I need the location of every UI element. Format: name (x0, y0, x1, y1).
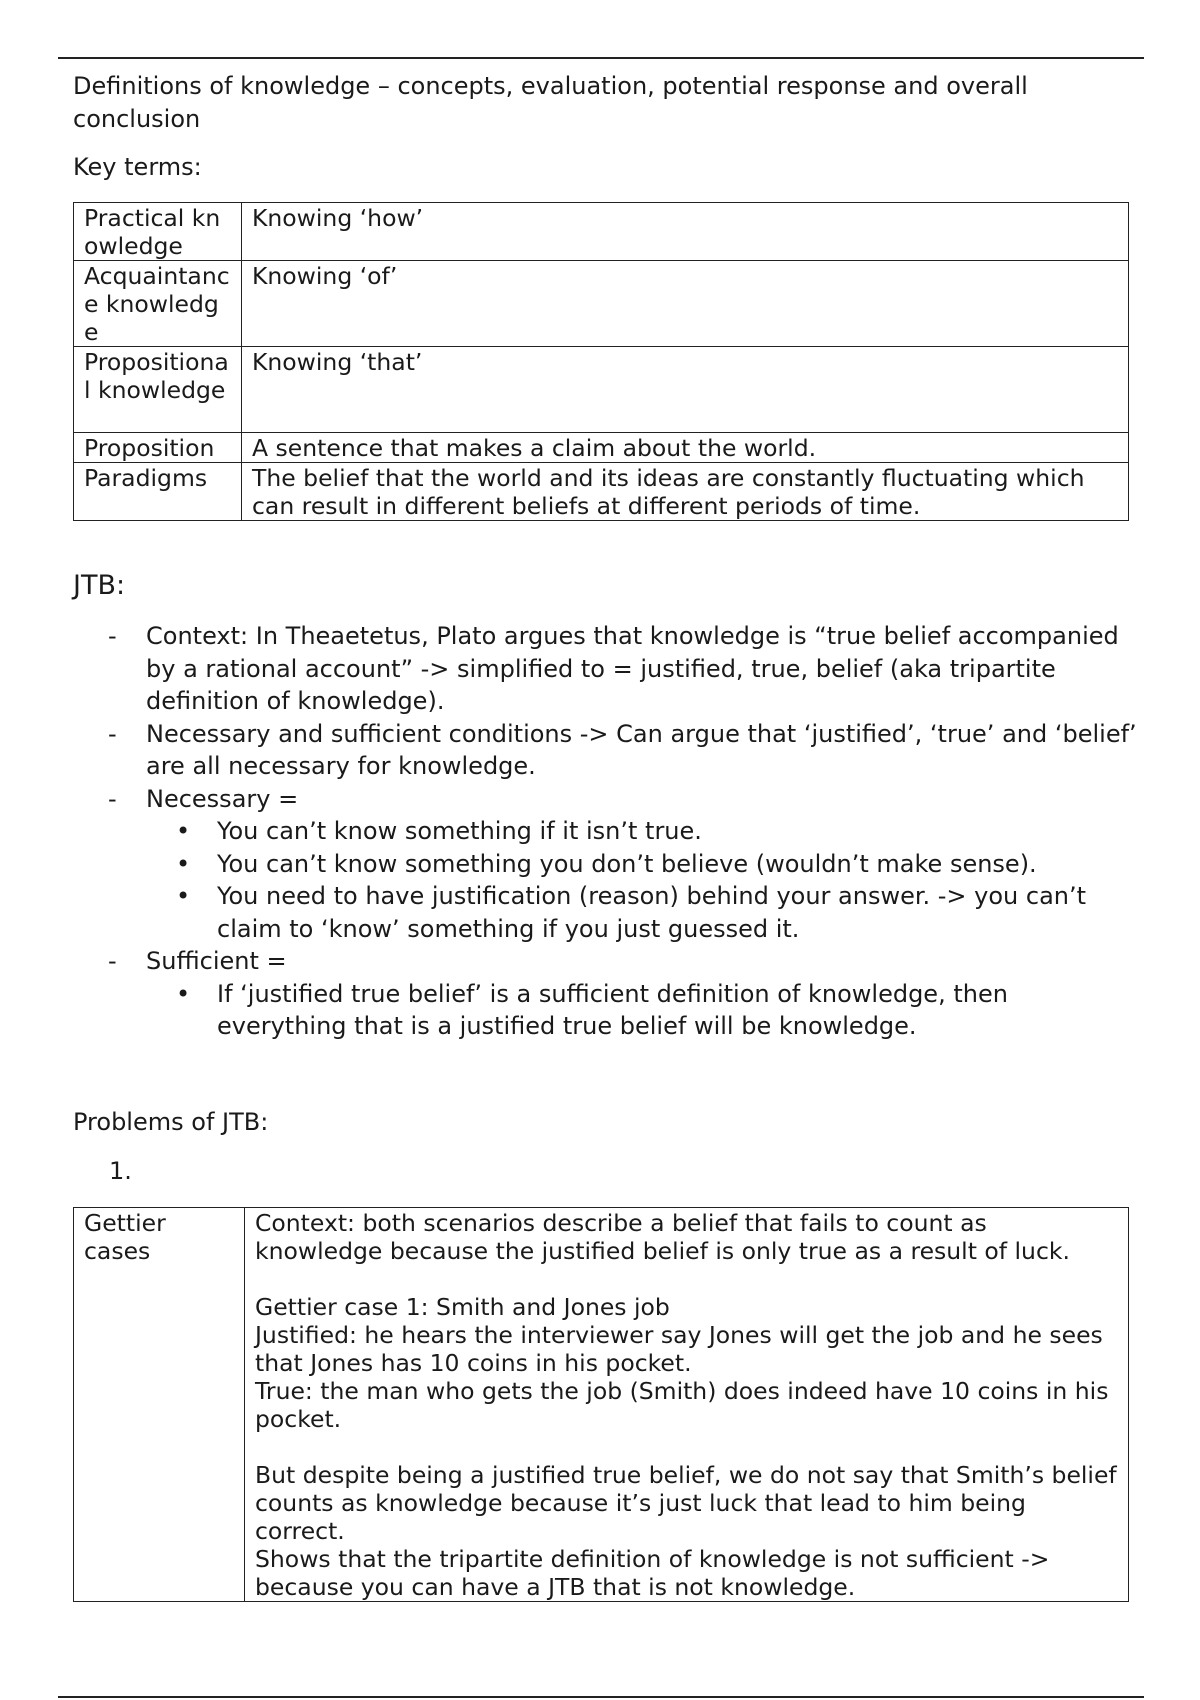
gettier-table (73, 1207, 1129, 1602)
bullet-marker: • (176, 979, 191, 1008)
list-item (100, 880, 1145, 945)
table-row (74, 463, 1129, 521)
bullet-text: If ‘justified true belief’ is a sufficient definition of knowledge, then everything that is a justified true belief will be knowledge. (217, 979, 1008, 1040)
sufficient-points (100, 978, 1145, 1043)
jtb-heading: JTB: (73, 570, 126, 601)
bullet-marker: • (176, 849, 191, 878)
bullet-text: You can’t know something you don’t believe (wouldn’t make sense). (217, 849, 1037, 878)
gettier-justified: Justified: he hears the interviewer say Jones will get the job and he sees that Jones has 10 coins in his pocket. (255, 1321, 1103, 1377)
gettier-true: True: the man who gets the job (Smith) does indeed have 10 coins in his pocket. (255, 1377, 1109, 1433)
definition-cell: A sentence that makes a claim about the world. (242, 433, 1129, 463)
paragraph-gap (255, 1265, 1119, 1293)
dash-marker: - (108, 784, 117, 813)
jtb-conditions: Necessary and sufficient conditions -> Can argue that ‘justified’, ‘true’ and ‘belief’ are all necessary for knowledge. (146, 719, 1137, 780)
definition-cell (245, 1208, 1129, 1602)
necessary-points (100, 815, 1145, 945)
key-terms-table (73, 202, 1129, 521)
gettier-case-title: Gettier case 1: Smith and Jones job (255, 1293, 670, 1321)
list-number: 1. (109, 1157, 132, 1185)
table-row (74, 347, 1129, 433)
term-cell: Paradigms (74, 463, 242, 521)
bullet-marker: • (176, 817, 191, 845)
list-item (100, 848, 1145, 881)
problems-heading: Problems of JTB: (73, 1108, 269, 1136)
dash-marker: - (108, 719, 117, 748)
dash-marker: - (108, 622, 117, 650)
gettier-context: Context: both scenarios describe a belief that fails to count as knowledge because the justified belief is only true as a result of luck. (255, 1209, 1070, 1265)
necessary-label: Necessary = (146, 784, 299, 813)
key-terms-label: Key terms: (73, 153, 202, 181)
term-cell: Proposition (74, 433, 242, 463)
list-item (100, 945, 1145, 978)
definition-cell: Knowing ‘of’ (242, 261, 1129, 347)
term-cell: Gettier cases (74, 1208, 245, 1602)
table-row (74, 261, 1129, 347)
paragraph-gap (255, 1433, 1119, 1461)
table-row (74, 1208, 1129, 1602)
list-item (100, 620, 1145, 718)
table-row (74, 433, 1129, 463)
list-item (100, 815, 1145, 848)
term-cell: Acquaintance knowledge (74, 261, 242, 347)
list-item (100, 718, 1145, 783)
definition-cell: Knowing ‘how’ (242, 203, 1129, 261)
term-cell: Propositional knowledge (74, 347, 242, 433)
gettier-shows: Shows that the tripartite definition of knowledge is not sufficient -> because you can have a JTB that is not knowledge. (255, 1545, 1050, 1601)
definition-cell: Knowing ‘that’ (242, 347, 1129, 433)
sufficient-label: Sufficient = (146, 947, 287, 975)
list-item (100, 978, 1145, 1043)
term-cell: Practical knowledge (74, 203, 242, 261)
dash-marker: - (108, 947, 117, 975)
header-rule (58, 57, 1144, 59)
jtb-list (100, 620, 1145, 1043)
bullet-text: You can’t know something if it isn’t true. (217, 817, 702, 845)
definition-cell: The belief that the world and its ideas are constantly fluctuating which can result in different beliefs at different periods of time. (242, 463, 1129, 521)
bullet-marker: • (176, 882, 191, 910)
table-row (74, 203, 1129, 261)
list-item (100, 783, 1145, 816)
gettier-despite: But despite being a justified true belief, we do not say that Smith’s belief counts as knowledge because it’s just luck that lead to him being correct. (255, 1461, 1117, 1545)
document-title: Definitions of knowledge – concepts, evaluation, potential response and overall conclusion (73, 72, 1028, 133)
bullet-text: You need to have justification (reason) behind your answer. -> you can’t claim to ‘know’ something if you just guessed it. (217, 882, 1087, 943)
footer-rule (58, 1696, 1144, 1698)
list-item (100, 815, 1145, 945)
list-item (100, 978, 1145, 1043)
jtb-context: Context: In Theaetetus, Plato argues that knowledge is “true belief accompanied by a rational account” -> simplified to = justified, true, belief (aka tripartite definition of knowledge). (146, 622, 1119, 715)
